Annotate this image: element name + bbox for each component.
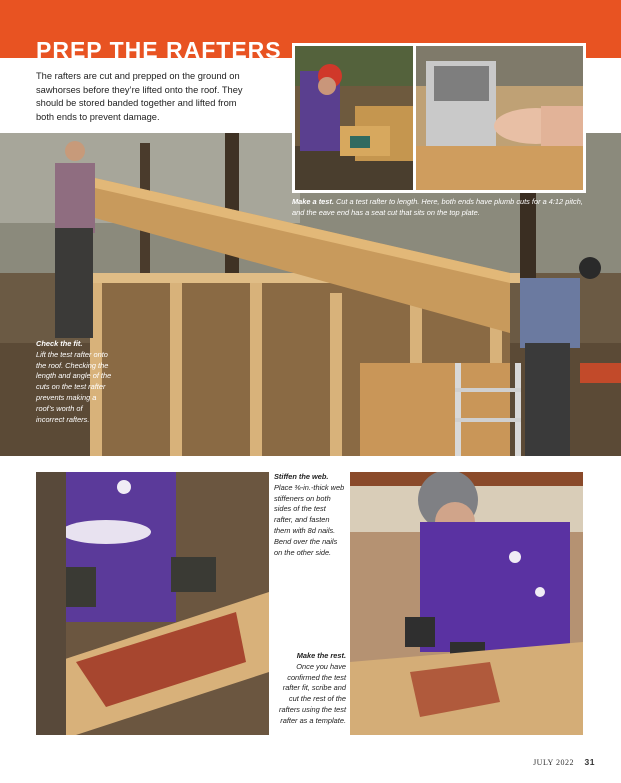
caption-make-rest (274, 651, 346, 727)
photo-stiffen-web (36, 472, 269, 735)
intro-paragraph: The rafters are cut and prepped on the ground on sawhorses before they’re lifted onto the roof. They should be stored banded together and lifted from both ends to prevent damage. (36, 71, 243, 122)
caption-check-fit-body: Lift the test rafter onto the roof. Checking the length and angle of the cuts on the test rafter prevents making a roof’s worth of incorrect rafters. (36, 349, 112, 424)
caption-make-rest-body: Once you have confirmed the test rafter fit, scribe and cut the rest of the rafters using the test rafter as a template. (279, 661, 346, 725)
caption-stiffen-web-lead: Stiffen the web. (274, 472, 329, 481)
caption-stiffen-web-body: Place ⅜-in.-thick web stiffeners on both sides of the test rafter, and fasten them with 8d nails. Bend over the nails on the other side. (274, 482, 345, 557)
page-title: PREP THE RAFTERS (36, 37, 282, 63)
caption-check-fit (36, 339, 112, 425)
caption-make-rest-lead: Make the rest. (296, 651, 346, 660)
inset-photo-saw (413, 43, 586, 193)
issue-date: JULY 2022 (533, 758, 575, 767)
caption-make-test (292, 197, 592, 219)
page-folio (533, 757, 595, 767)
inset-photo-measure (292, 43, 416, 193)
caption-make-test-lead: Make a test. (292, 197, 334, 206)
caption-make-test-body: Cut a test rafter to length. Here, both ends have plumb cuts for a 4:12 pitch, and the eave end has a seat cut that sits on the top plate. (292, 197, 583, 217)
caption-stiffen-web (274, 472, 346, 558)
page-number: 31 (584, 757, 595, 767)
photo-make-rest (350, 472, 583, 735)
caption-check-fit-lead: Check the fit. (36, 339, 83, 348)
